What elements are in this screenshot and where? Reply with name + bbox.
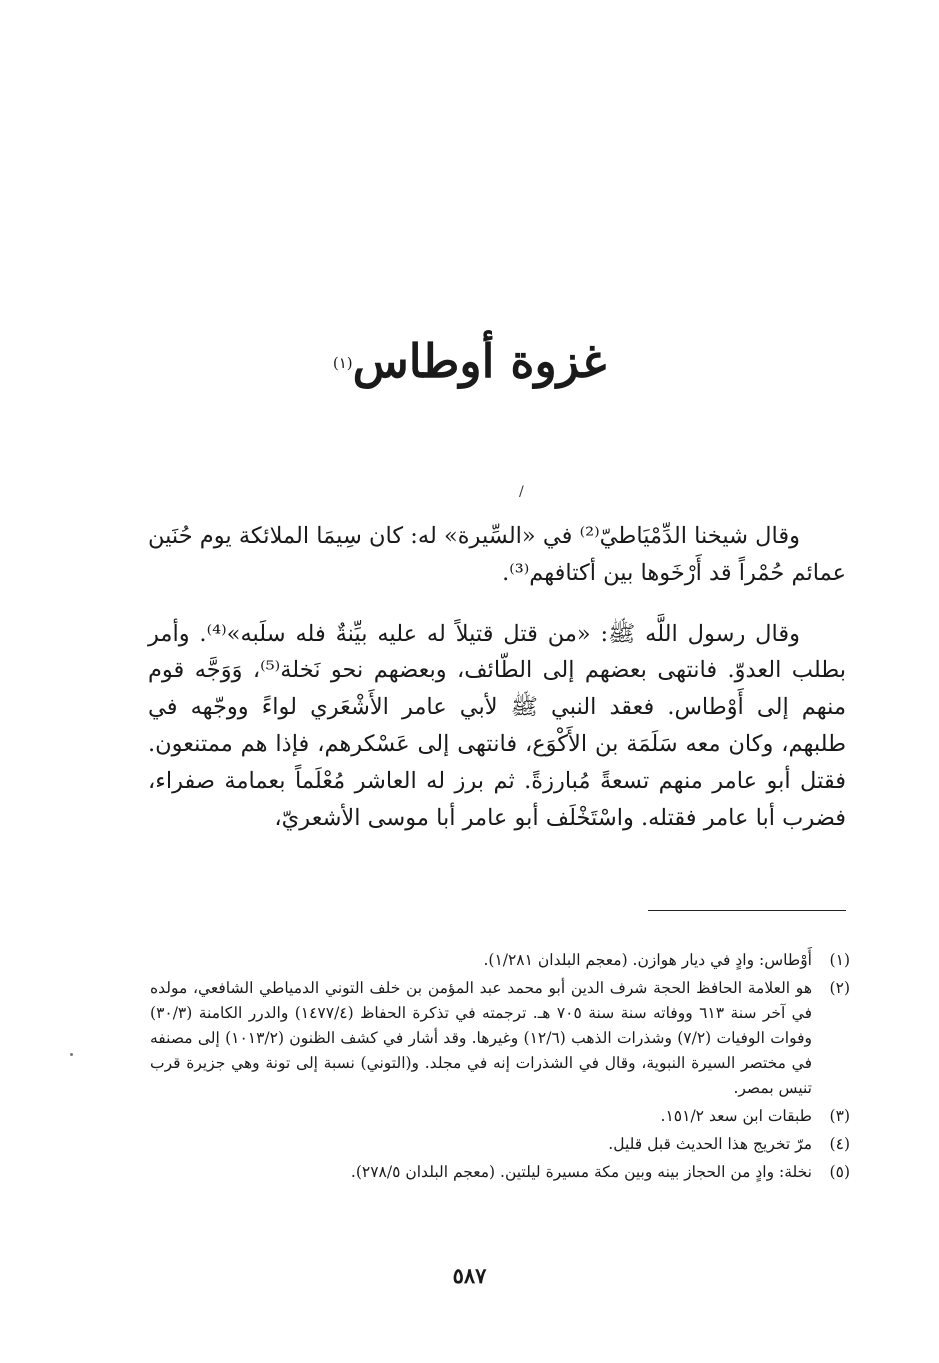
- footnote-number: (٤): [829, 1135, 850, 1153]
- page-number: ٥٨٧: [452, 1263, 487, 1288]
- footnote-item: [150, 948, 850, 973]
- footnote-separator: [648, 910, 846, 911]
- footnote-number: (٥): [829, 1163, 850, 1181]
- title-footnote-ref: (١): [332, 353, 353, 372]
- main-text: [148, 518, 846, 836]
- footnote-text: طبقات ابن سعد ١٥١/٢.: [660, 1107, 812, 1125]
- footnote-text: أَوْطاس: وادٍ في ديار هوازن. (معجم البلدان ١/٢٨١).: [483, 951, 812, 969]
- footnote-text: مرّ تخريج هذا الحديث قبل قليل.: [608, 1135, 812, 1153]
- stray-print-mark: /: [519, 484, 524, 500]
- footnote-item: [150, 1160, 850, 1185]
- chapter-title-text: غزوة أوطاس: [352, 333, 607, 388]
- footnote-text: هو العلامة الحافظ الحجة شرف الدين أبو محمد عبد المؤمن بن خلف التوني الدمياطي الشافعي، مولده في آخر سنة ٦١٣ ووفاته سنة سنة ٧٠٥ هـ. ترجمته في تذكرة الحفاظ (١٤٧٧/٤) والدرر الكامنة (٣٠/٣) وفوات الوفيات (٧/٢) وشذرات الذهب (١٢/٦) وغيرها. وقد أشار في كشف الظنون (١٠١٣/٢) إلى مصنفه في مختصر السيرة النبوية، وقال في الشذرات إنه في مجلد. و(التوني) نسبة إلى تونة وهي جزيرة قرب تنيس بمصر.: [150, 979, 812, 1097]
- footnote-text: نخلة: وادٍ من الحجاز بينه وبين مكة مسيرة ليلتين. (معجم البلدان ٢٧٨/٥).: [350, 1163, 812, 1181]
- footnote-number: (٢): [829, 979, 850, 997]
- footnote-number: (٣): [829, 1107, 850, 1125]
- footnotes-list: [150, 948, 850, 1188]
- footnote-item: [150, 1132, 850, 1157]
- scan-speck: [70, 1053, 73, 1056]
- footnote-number: (١): [829, 951, 850, 969]
- body-paragraph: وقال رسول اللَّه ﷺ: «من قتل قتيلاً له عليه بيِّنةٌ فله سلَبه»⁽⁴⁾. وأمر بطلب العدوّ. فانتهى بعضهم إلى الطّائف، وبعضهم نحو نَخلة⁽⁵⁾، وَوَجَّه قوم منهم إلى أَوْطاس. فعقد النبي ﷺ لأبي عامر الأَشْعَري لواءً ووجّهه في طلبهم، وكان معه سَلَمَة بن الأَكْوَع، فانتهى إلى عَسْكرهم، فإذا هم ممتنعون. فقتل أبو عامر منهم تسعةً مُبارزةً. ثم برز له العاشر مُعْلَماً بعمامة صفراء، فضرب أبا عامر فقتله. واسْتَخْلَف أبو عامر أبا موسى الأشعريّ،: [148, 620, 846, 831]
- body-paragraph: وقال شيخنا الدِّمْيَاطيّ⁽²⁾ في «السِّيرة» له: كان سِيمَا الملائكة يوم حُنَين عمائم حُمْراً قد أَرْخَوها بين أكتافهم⁽³⁾.: [148, 523, 846, 586]
- footnote-item: [150, 976, 850, 1101]
- chapter-title: [0, 331, 939, 391]
- footnote-item: [150, 1104, 850, 1129]
